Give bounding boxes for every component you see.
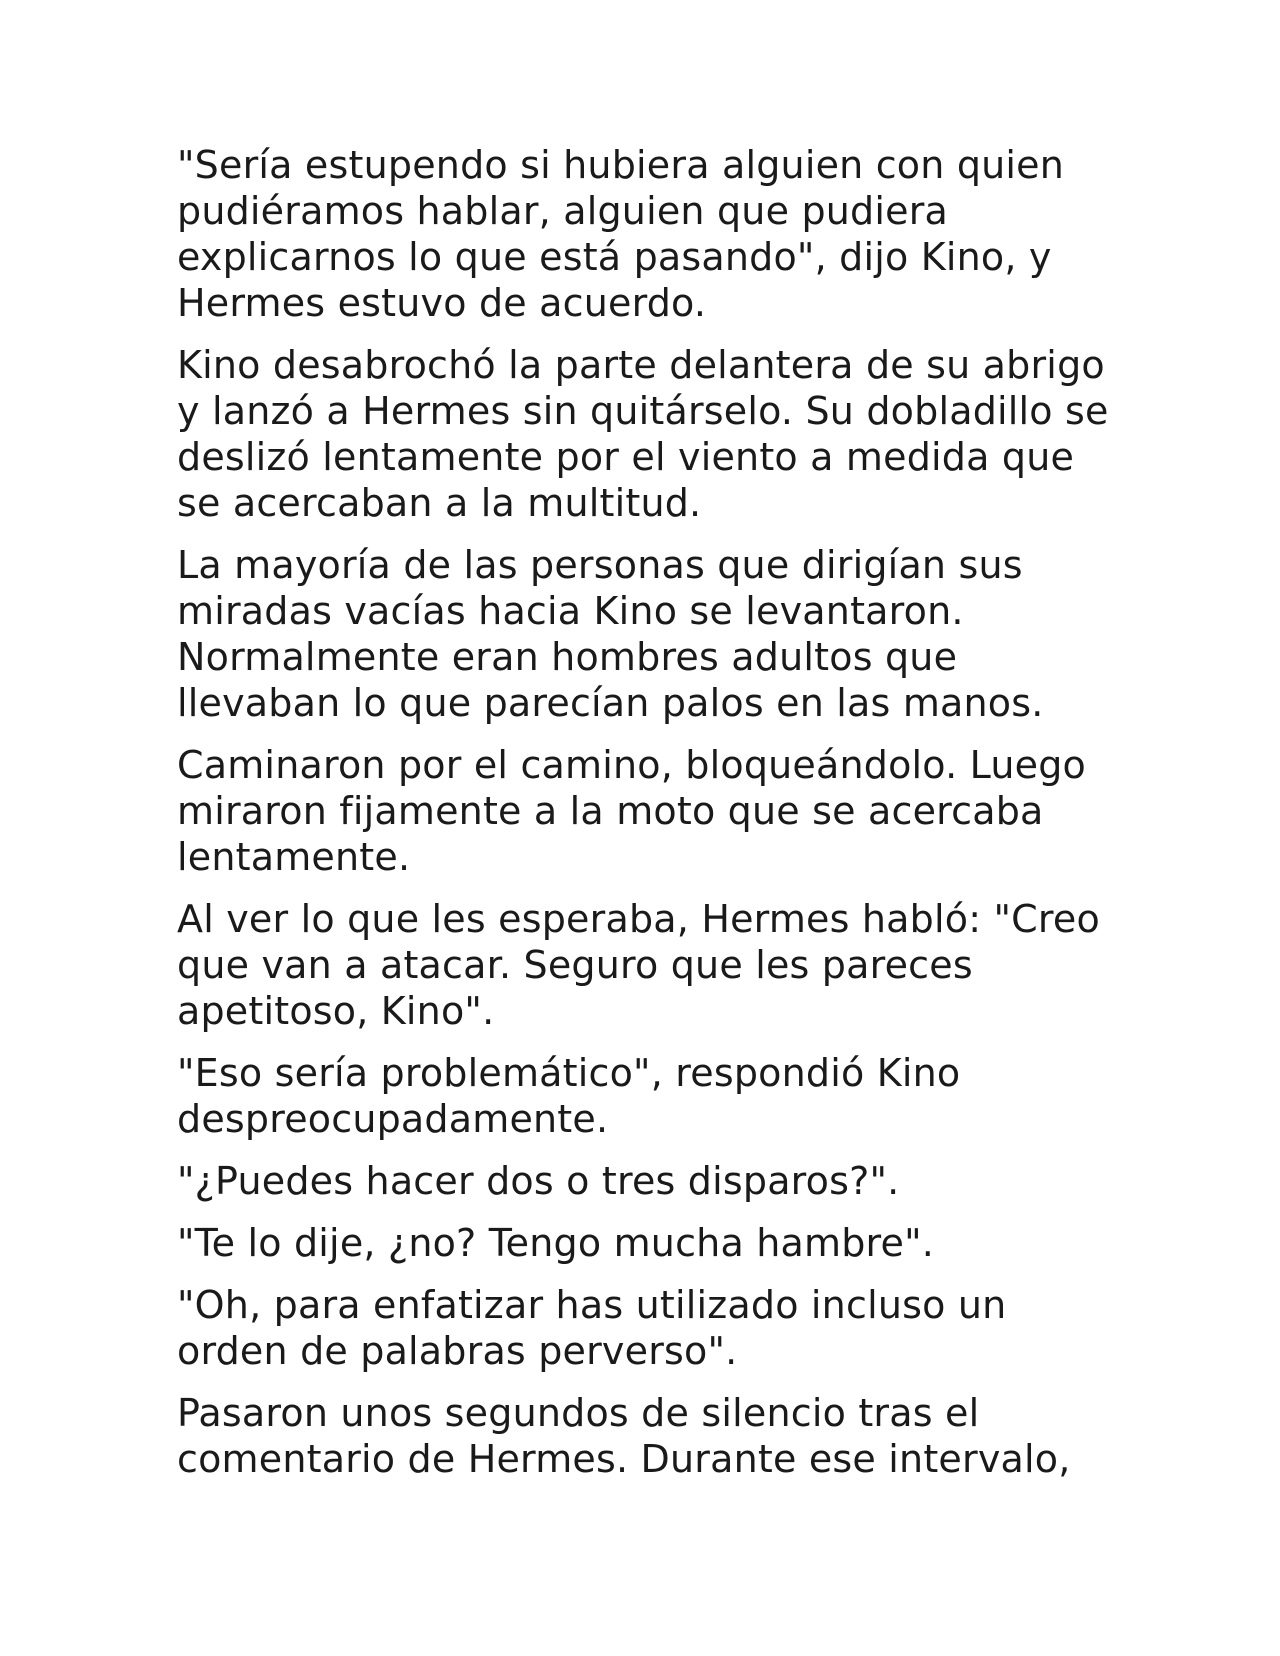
body-text — [177, 142, 1117, 1498]
paragraph: La mayoría de las personas que dirigían sus miradas vacías hacia Kino se levantaron. Normalmente eran hombres adultos que llevaban lo que parecían palos en las manos. — [177, 543, 1044, 725]
paragraph: Kino desabrochó la parte delantera de su abrigo y lanzó a Hermes sin quitárselo. Su dobladillo se deslizó lentamente por el viento a medida que se acercaban a la multitud. — [177, 343, 1109, 525]
paragraph: Caminaron por el camino, bloqueándolo. Luego miraron fijamente a la moto que se acercaba lentamente. — [177, 743, 1086, 879]
paragraph: Al ver lo que les esperaba, Hermes habló: "Creo que van a atacar. Seguro que les pareces apetitoso, Kino". — [177, 897, 1100, 1033]
paragraph: "Eso sería problemático", respondió Kino despreocupadamente. — [177, 1051, 961, 1141]
paragraph: Pasaron unos segundos de silencio tras el comentario de Hermes. Durante ese intervalo, — [177, 1391, 1071, 1481]
paragraph: "Te lo dije, ¿no? Tengo mucha hambre". — [177, 1221, 935, 1265]
paragraph: "¿Puedes hacer dos o tres disparos?". — [177, 1159, 900, 1203]
paragraph: "Oh, para enfatizar has utilizado incluso un orden de palabras perverso". — [177, 1283, 1007, 1373]
paragraph: "Sería estupendo si hubiera alguien con quien pudiéramos hablar, alguien que pudiera explicarnos lo que está pasando", dijo Kino, y Hermes estuvo de acuerdo. — [177, 143, 1065, 325]
